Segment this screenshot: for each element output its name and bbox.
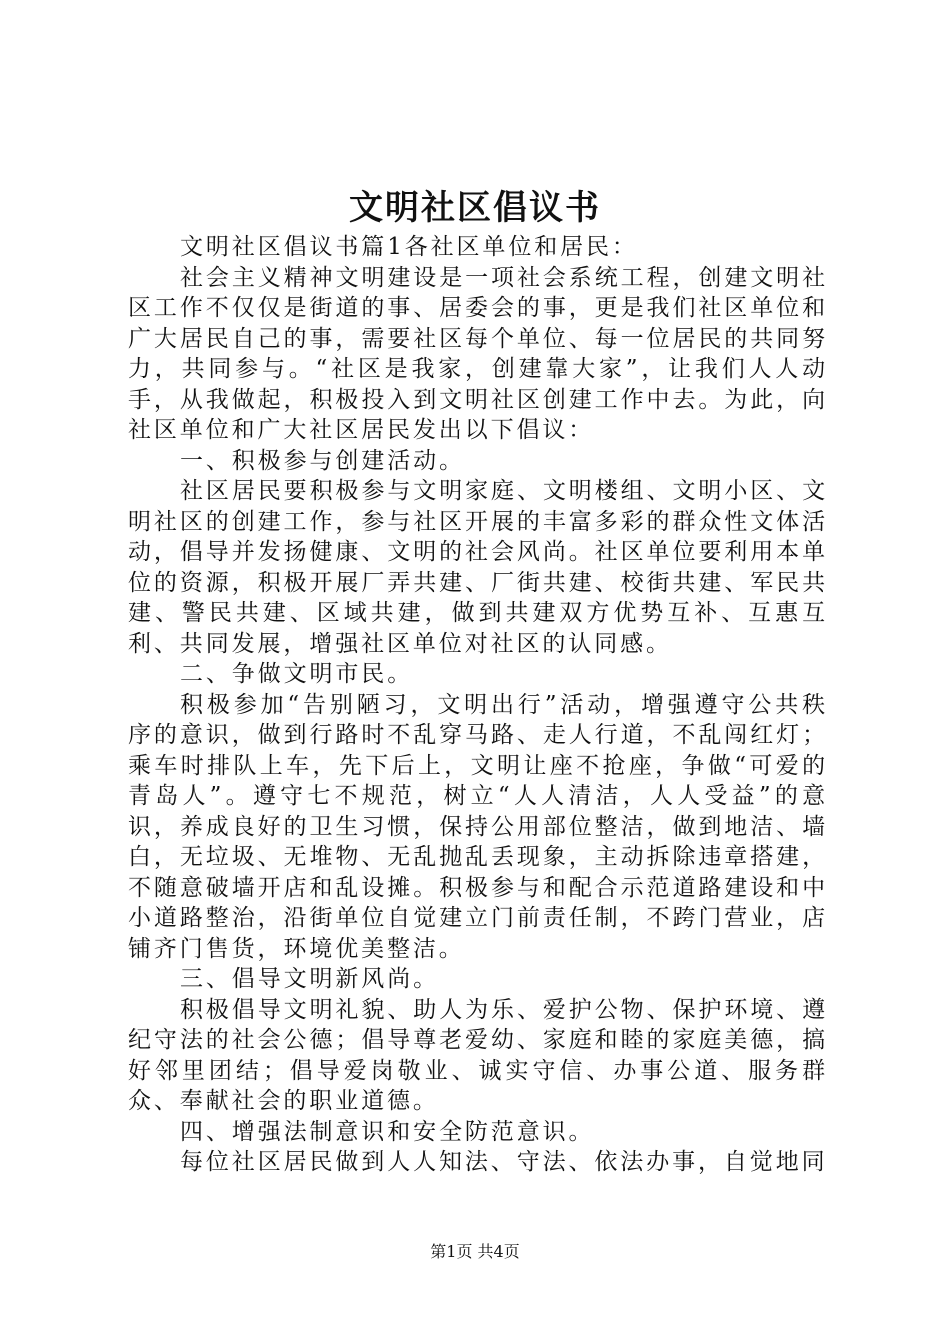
body-paragraph: 社会主义精神文明建设是一项社会系统工程，创建文明社区工作不仅仅是街道的事、居委会的事，更是我们社区单位和广大居民自己的事，需要社区每个单位、每一位居民的共同努力，共同参与。“社区是我家，创建靠大家”，让我们人人动手，从我做起，积极投入到文明社区创建工作中去。为此，向社区单位和广大社区居民发出以下倡议： — [128, 264, 828, 443]
document-title: 文明社区倡议书 — [349, 188, 601, 228]
body-paragraph: 社区居民要积极参与文明家庭、文明楼组、文明小区、文明社区的创建工作，参与社区开展的丰富多彩的群众性文体活动，倡导并发扬健康、文明的社会风尚。社区单位要利用本单位的资源，积极开展厂弄共建、厂街共建、校街共建、军民共建、警民共建、区域共建，做到共建双方优势互补、互惠互利、共同发展，增强社区单位对社区的认同感。 — [128, 478, 828, 657]
body-paragraph: 积极倡导文明礼貌、助人为乐、爱护公物、保护环境、遵纪守法的社会公德；倡导尊老爱幼、家庭和睦的家庭美德，搞好邻里团结；倡导爱岗敬业、诚实守信、办事公道、服务群众、奉献社会的职业道德。 — [128, 996, 828, 1114]
document-body — [128, 232, 828, 1178]
page-number-footer: 第1页 共4页 — [430, 1242, 520, 1261]
body-paragraph: 每位社区居民做到人人知法、守法、依法办事，自觉地同 — [180, 1149, 828, 1175]
body-paragraph: 积极参加“告别陋习，文明出行”活动，增强遵守公共秩序的意识，做到行路时不乱穿马路、走人行道，不乱闯红灯；乘车时排队上车，先下后上，文明让座不抢座，争做“可爱的青岛人”。遵守七不规范，树立“人人清洁，人人受益”的意识，养成良好的卫生习惯，保持公用部位整洁，做到地洁、墙白，无垃圾、无堆物、无乱抛乱丢现象，主动拆除违章搭建，不随意破墙开店和乱设摊。积极参与和配合示范道路建设和中小道路整治，沿街单位自觉建立门前责任制，不跨门营业，店铺齐门售货，环境优美整洁。 — [128, 691, 828, 962]
section-heading: 四、增强法制意识和安全防范意识。 — [180, 1118, 595, 1145]
section-heading: 二、争做文明市民。 — [180, 661, 414, 687]
section-heading: 三、倡导文明新风尚。 — [180, 966, 439, 992]
section-heading: 一、积极参与创建活动。 — [180, 447, 465, 474]
body-paragraph: 文明社区倡议书篇1各社区单位和居民： — [180, 234, 638, 260]
